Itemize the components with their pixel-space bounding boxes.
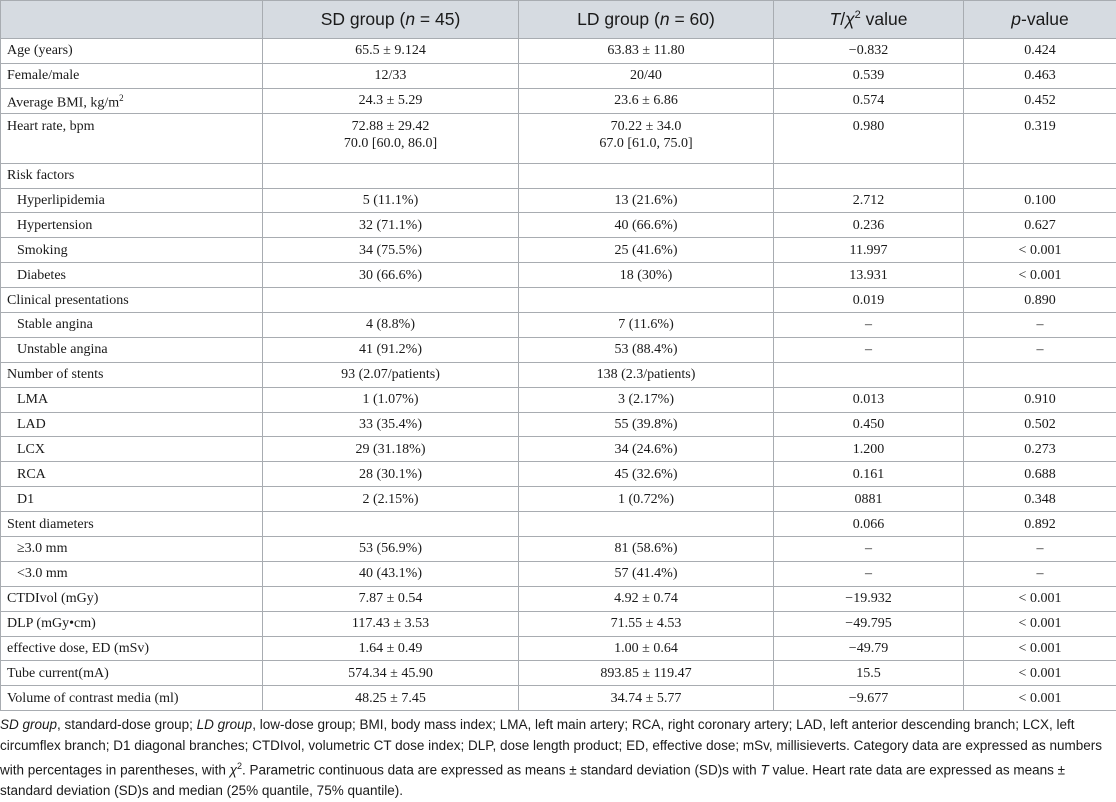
sd-group-value-line: 48.25 ± 7.45 bbox=[269, 690, 512, 707]
p-value bbox=[964, 362, 1116, 387]
t-chi-value: 0.066 bbox=[774, 512, 964, 537]
ld-group-value bbox=[519, 113, 774, 163]
p-value: 0.910 bbox=[964, 387, 1116, 412]
sd-group-value bbox=[263, 412, 519, 437]
sd-group-value-median-line: 70.0 [60.0, 86.0] bbox=[269, 135, 512, 152]
sd-group-value-line: 5 (11.1%) bbox=[269, 192, 512, 209]
header-t-chi-value: $T/\chi^2$ value bbox=[774, 1, 964, 39]
sd-group-value-line: 2 (2.15%) bbox=[269, 491, 512, 508]
t-chi-value: 2.712 bbox=[774, 188, 964, 213]
footnote-segment: 2 bbox=[237, 761, 242, 771]
sd-group-value bbox=[263, 437, 519, 462]
sd-group-value bbox=[263, 39, 519, 64]
table-row bbox=[1, 39, 1116, 64]
ld-group-value bbox=[519, 462, 774, 487]
header-label-col bbox=[1, 1, 263, 39]
table-row bbox=[1, 661, 1116, 686]
sd-group-value-line: 1 (1.07%) bbox=[269, 391, 512, 408]
ld-group-value bbox=[519, 263, 774, 288]
row-label bbox=[1, 561, 263, 586]
ld-group-value-line: 71.55 ± 4.53 bbox=[525, 615, 767, 632]
ld-group-value-line: 1 (0.72%) bbox=[525, 491, 767, 508]
ld-group-value bbox=[519, 387, 774, 412]
table-row bbox=[1, 636, 1116, 661]
sd-group-value bbox=[263, 487, 519, 512]
row-label bbox=[1, 537, 263, 562]
row-label-text: <3.0 mm bbox=[17, 566, 68, 581]
ld-group-value bbox=[519, 362, 774, 387]
ld-group-value-line: 55 (39.8%) bbox=[525, 416, 767, 433]
t-chi-value bbox=[774, 163, 964, 188]
sd-group-value-line: 29 (31.18%) bbox=[269, 441, 512, 458]
row-label-text: Number of stents bbox=[7, 367, 103, 382]
sd-group-value-line: 40 (43.1%) bbox=[269, 565, 512, 582]
ld-group-value bbox=[519, 88, 774, 113]
ld-group-value-line: 70.22 ± 34.0 bbox=[525, 118, 767, 135]
table-row bbox=[1, 487, 1116, 512]
ld-group-value-line: 893.85 ± 119.47 bbox=[525, 665, 767, 682]
footnote-segment: , standard-dose group; bbox=[57, 717, 197, 732]
sd-group-value bbox=[263, 537, 519, 562]
sd-group-value-line: 574.34 ± 45.90 bbox=[269, 665, 512, 682]
p-value: 0.688 bbox=[964, 462, 1116, 487]
ld-group-value-line: 4.92 ± 0.74 bbox=[525, 590, 767, 607]
row-label-text: D1 bbox=[17, 492, 34, 507]
header-ld-group: LD group (n = 60) bbox=[519, 1, 774, 39]
t-chi-value: 0.013 bbox=[774, 387, 964, 412]
ld-group-value bbox=[519, 313, 774, 338]
row-label bbox=[1, 163, 263, 188]
table-row bbox=[1, 337, 1116, 362]
t-chi-value: – bbox=[774, 537, 964, 562]
row-label-text: Stable angina bbox=[17, 317, 93, 332]
row-label bbox=[1, 362, 263, 387]
p-value: < 0.001 bbox=[964, 686, 1116, 711]
ld-group-value bbox=[519, 213, 774, 238]
sd-group-value-line: 32 (71.1%) bbox=[269, 217, 512, 234]
p-value: 0.627 bbox=[964, 213, 1116, 238]
p-value: < 0.001 bbox=[964, 661, 1116, 686]
row-label bbox=[1, 586, 263, 611]
sd-group-value bbox=[263, 288, 519, 313]
p-value: 0.100 bbox=[964, 188, 1116, 213]
table-row bbox=[1, 113, 1116, 163]
ld-group-value-line: 25 (41.6%) bbox=[525, 242, 767, 259]
t-chi-value: – bbox=[774, 561, 964, 586]
row-label bbox=[1, 39, 263, 64]
sd-group-value-line: 28 (30.1%) bbox=[269, 466, 512, 483]
p-value: 0.892 bbox=[964, 512, 1116, 537]
sd-group-value bbox=[263, 686, 519, 711]
ld-group-value-line: 34.74 ± 5.77 bbox=[525, 690, 767, 707]
sd-group-value bbox=[263, 561, 519, 586]
row-label-text: Age (years) bbox=[7, 43, 73, 58]
row-label-text: Heart rate, bpm bbox=[7, 119, 94, 134]
p-value: 0.424 bbox=[964, 39, 1116, 64]
ld-group-value bbox=[519, 437, 774, 462]
t-chi-value: 1.200 bbox=[774, 437, 964, 462]
sd-group-value bbox=[263, 313, 519, 338]
t-chi-value: −49.79 bbox=[774, 636, 964, 661]
row-label-text: Female/male bbox=[7, 68, 79, 83]
sd-group-value-line: 65.5 ± 9.124 bbox=[269, 42, 512, 59]
table-row bbox=[1, 362, 1116, 387]
ld-group-value-line: 20/40 bbox=[525, 67, 767, 84]
t-chi-value: 11.997 bbox=[774, 238, 964, 263]
t-chi-value: −49.795 bbox=[774, 611, 964, 636]
t-chi-value: 15.5 bbox=[774, 661, 964, 686]
header-p-value: p-value bbox=[964, 1, 1116, 39]
sd-group-value bbox=[263, 213, 519, 238]
sd-group-value-line: 93 (2.07/patients) bbox=[269, 366, 512, 383]
sd-group-value-line: 4 (8.8%) bbox=[269, 316, 512, 333]
ld-group-value-line: 138 (2.3/patients) bbox=[525, 366, 767, 383]
row-label-text: DLP (mGy•cm) bbox=[7, 616, 96, 631]
ld-group-value bbox=[519, 686, 774, 711]
p-value: 0.502 bbox=[964, 412, 1116, 437]
t-chi-value: 0.019 bbox=[774, 288, 964, 313]
ld-group-value bbox=[519, 586, 774, 611]
table-row bbox=[1, 611, 1116, 636]
footnote-segment: T bbox=[760, 763, 768, 778]
sd-group-value bbox=[263, 362, 519, 387]
table-row bbox=[1, 163, 1116, 188]
table-row bbox=[1, 263, 1116, 288]
sd-group-value bbox=[263, 512, 519, 537]
ld-group-value bbox=[519, 412, 774, 437]
row-label-text: Hyperlipidemia bbox=[17, 193, 105, 208]
header-row bbox=[1, 1, 1116, 39]
table-row bbox=[1, 238, 1116, 263]
p-value bbox=[964, 163, 1116, 188]
sd-group-value bbox=[263, 188, 519, 213]
ld-group-value-line: 3 (2.17%) bbox=[525, 391, 767, 408]
table-row bbox=[1, 586, 1116, 611]
ld-group-value bbox=[519, 487, 774, 512]
sd-group-value-line: 7.87 ± 0.54 bbox=[269, 590, 512, 607]
row-label bbox=[1, 213, 263, 238]
ld-group-value-line: 81 (58.6%) bbox=[525, 540, 767, 557]
footnote-segment: LD group bbox=[197, 717, 253, 732]
row-label-text: CTDIvol (mGy) bbox=[7, 591, 98, 606]
sd-group-value bbox=[263, 163, 519, 188]
t-chi-value: 0.236 bbox=[774, 213, 964, 238]
sd-group-value-line: 53 (56.9%) bbox=[269, 540, 512, 557]
ld-group-value bbox=[519, 163, 774, 188]
row-label bbox=[1, 636, 263, 661]
p-value: 0.452 bbox=[964, 88, 1116, 113]
t-chi-value: – bbox=[774, 313, 964, 338]
header-sd-group: SD group (n = 45) bbox=[263, 1, 519, 39]
row-label-text: LMA bbox=[17, 392, 48, 407]
sd-group-value bbox=[263, 88, 519, 113]
sd-group-value bbox=[263, 586, 519, 611]
sd-group-value bbox=[263, 113, 519, 163]
row-label-text: Volume of contrast media (ml) bbox=[7, 691, 179, 706]
sd-group-value-line: 24.3 ± 5.29 bbox=[269, 92, 512, 109]
table-row bbox=[1, 561, 1116, 586]
row-label bbox=[1, 337, 263, 362]
row-label bbox=[1, 113, 263, 163]
table-row bbox=[1, 512, 1116, 537]
p-value: – bbox=[964, 313, 1116, 338]
p-value: < 0.001 bbox=[964, 636, 1116, 661]
row-label-text: RCA bbox=[17, 467, 46, 482]
row-label-text: effective dose, ED (mSv) bbox=[7, 641, 149, 656]
ld-group-value bbox=[519, 636, 774, 661]
row-label bbox=[1, 462, 263, 487]
row-label bbox=[1, 611, 263, 636]
table-row bbox=[1, 213, 1116, 238]
row-label bbox=[1, 661, 263, 686]
t-chi-value: 13.931 bbox=[774, 263, 964, 288]
sd-group-value bbox=[263, 337, 519, 362]
row-label-text: Hypertension bbox=[17, 218, 92, 233]
ld-group-value bbox=[519, 288, 774, 313]
footnote-segment: SD group bbox=[0, 717, 57, 732]
ld-group-value-line: 1.00 ± 0.64 bbox=[525, 640, 767, 657]
p-value: 0.890 bbox=[964, 288, 1116, 313]
ld-group-value-line: 18 (30%) bbox=[525, 267, 767, 284]
table-row bbox=[1, 686, 1116, 711]
row-label bbox=[1, 263, 263, 288]
row-label-superscript: 2 bbox=[119, 93, 124, 103]
sd-group-value bbox=[263, 63, 519, 88]
row-label-text: Stent diameters bbox=[7, 517, 94, 532]
ld-group-value bbox=[519, 238, 774, 263]
ld-group-value bbox=[519, 337, 774, 362]
row-label bbox=[1, 238, 263, 263]
ld-group-value-line: 45 (32.6%) bbox=[525, 466, 767, 483]
ld-group-value-line: 23.6 ± 6.86 bbox=[525, 92, 767, 109]
sd-group-value-line: 30 (66.6%) bbox=[269, 267, 512, 284]
p-value: 0.348 bbox=[964, 487, 1116, 512]
ld-group-value bbox=[519, 611, 774, 636]
sd-group-value-line: 33 (35.4%) bbox=[269, 416, 512, 433]
ld-group-value-line: 34 (24.6%) bbox=[525, 441, 767, 458]
ld-group-value-line: 53 (88.4%) bbox=[525, 341, 767, 358]
row-label bbox=[1, 63, 263, 88]
row-label-text: Tube current(mA) bbox=[7, 666, 109, 681]
footnote-segment: value. Heart rate data are expressed as means ± standard deviation (SD)s and median (25% quantile, 75% quantile). bbox=[0, 763, 1065, 799]
p-value: < 0.001 bbox=[964, 611, 1116, 636]
t-chi-value bbox=[774, 362, 964, 387]
ld-group-value bbox=[519, 39, 774, 64]
p-value: – bbox=[964, 337, 1116, 362]
table-body bbox=[1, 39, 1116, 711]
ld-group-value-line: 63.83 ± 11.80 bbox=[525, 42, 767, 59]
row-label bbox=[1, 686, 263, 711]
table-row bbox=[1, 188, 1116, 213]
table-row bbox=[1, 412, 1116, 437]
ld-group-value-line: 13 (21.6%) bbox=[525, 192, 767, 209]
ld-group-value bbox=[519, 661, 774, 686]
row-label bbox=[1, 188, 263, 213]
table-row bbox=[1, 288, 1116, 313]
t-chi-value: 0.980 bbox=[774, 113, 964, 163]
ld-group-value bbox=[519, 188, 774, 213]
t-chi-value: 0.450 bbox=[774, 412, 964, 437]
footnote-segment: . Parametric continuous data are expressed as means ± standard deviation (SD)s with bbox=[242, 763, 760, 778]
t-chi-value: 0881 bbox=[774, 487, 964, 512]
p-value: 0.319 bbox=[964, 113, 1116, 163]
row-label bbox=[1, 512, 263, 537]
sd-group-value-line: 41 (91.2%) bbox=[269, 341, 512, 358]
ld-group-value bbox=[519, 561, 774, 586]
t-chi-value: −9.677 bbox=[774, 686, 964, 711]
row-label bbox=[1, 487, 263, 512]
p-value: 0.273 bbox=[964, 437, 1116, 462]
row-label-text: LCX bbox=[17, 442, 45, 457]
t-chi-value: −0.832 bbox=[774, 39, 964, 64]
ld-group-value-line: 57 (41.4%) bbox=[525, 565, 767, 582]
ld-group-value-line: 40 (66.6%) bbox=[525, 217, 767, 234]
sd-group-value bbox=[263, 611, 519, 636]
sd-group-value-line: 117.43 ± 3.53 bbox=[269, 615, 512, 632]
table-footnote bbox=[0, 715, 1116, 802]
ld-group-value-line: 7 (11.6%) bbox=[525, 316, 767, 333]
row-label-text: Smoking bbox=[17, 243, 68, 258]
t-chi-value: −19.932 bbox=[774, 586, 964, 611]
p-value: < 0.001 bbox=[964, 586, 1116, 611]
table-row bbox=[1, 63, 1116, 88]
sd-group-value-line: 12/33 bbox=[269, 67, 512, 84]
row-label bbox=[1, 412, 263, 437]
sd-group-value bbox=[263, 263, 519, 288]
t-chi-value: 0.574 bbox=[774, 88, 964, 113]
table-row bbox=[1, 313, 1116, 338]
row-label-text: Average BMI, kg/m bbox=[7, 96, 119, 111]
ld-group-value bbox=[519, 537, 774, 562]
row-label-text: Risk factors bbox=[7, 168, 74, 183]
ld-group-value bbox=[519, 512, 774, 537]
row-label-text: ≥3.0 mm bbox=[17, 541, 67, 556]
table-row bbox=[1, 387, 1116, 412]
row-label-text: Unstable angina bbox=[17, 342, 108, 357]
footnote-segment: χ bbox=[230, 763, 237, 778]
t-chi-value: 0.161 bbox=[774, 462, 964, 487]
sd-group-value-line: 72.88 ± 29.42 bbox=[269, 118, 512, 135]
row-label bbox=[1, 387, 263, 412]
p-value: – bbox=[964, 537, 1116, 562]
t-chi-value: 0.539 bbox=[774, 63, 964, 88]
p-value: 0.463 bbox=[964, 63, 1116, 88]
row-label-text: Diabetes bbox=[17, 268, 66, 283]
sd-group-value-line: 1.64 ± 0.49 bbox=[269, 640, 512, 657]
table-row bbox=[1, 462, 1116, 487]
sd-group-value bbox=[263, 462, 519, 487]
row-label bbox=[1, 437, 263, 462]
ld-group-value bbox=[519, 63, 774, 88]
row-label bbox=[1, 313, 263, 338]
row-label-text: LAD bbox=[17, 417, 46, 432]
footnote-segment: , low-dose group; BMI, body mass index; LMA, left main artery; RCA, right coronary artery; LAD, left anterior descending branch; LCX, left circumflex branch; D1 diagonal branches; CTDIvol, volumetric CT dose index; DLP, dose length product; ED, effective dose; mSv, millisieverts. Category data are expressed as numbers with percentages in parentheses, with bbox=[0, 717, 1102, 778]
p-value: – bbox=[964, 561, 1116, 586]
row-label bbox=[1, 88, 263, 113]
p-value: < 0.001 bbox=[964, 263, 1116, 288]
t-chi-value: – bbox=[774, 337, 964, 362]
sd-group-value bbox=[263, 238, 519, 263]
table-row bbox=[1, 88, 1116, 113]
row-label-text: Clinical presentations bbox=[7, 293, 129, 308]
sd-group-value bbox=[263, 636, 519, 661]
sd-group-value bbox=[263, 661, 519, 686]
p-value: < 0.001 bbox=[964, 238, 1116, 263]
row-label bbox=[1, 288, 263, 313]
table-row bbox=[1, 437, 1116, 462]
sd-group-value bbox=[263, 387, 519, 412]
table-row bbox=[1, 537, 1116, 562]
ld-group-value-median-line: 67.0 [61.0, 75.0] bbox=[525, 135, 767, 152]
sd-group-value-line: 34 (75.5%) bbox=[269, 242, 512, 259]
